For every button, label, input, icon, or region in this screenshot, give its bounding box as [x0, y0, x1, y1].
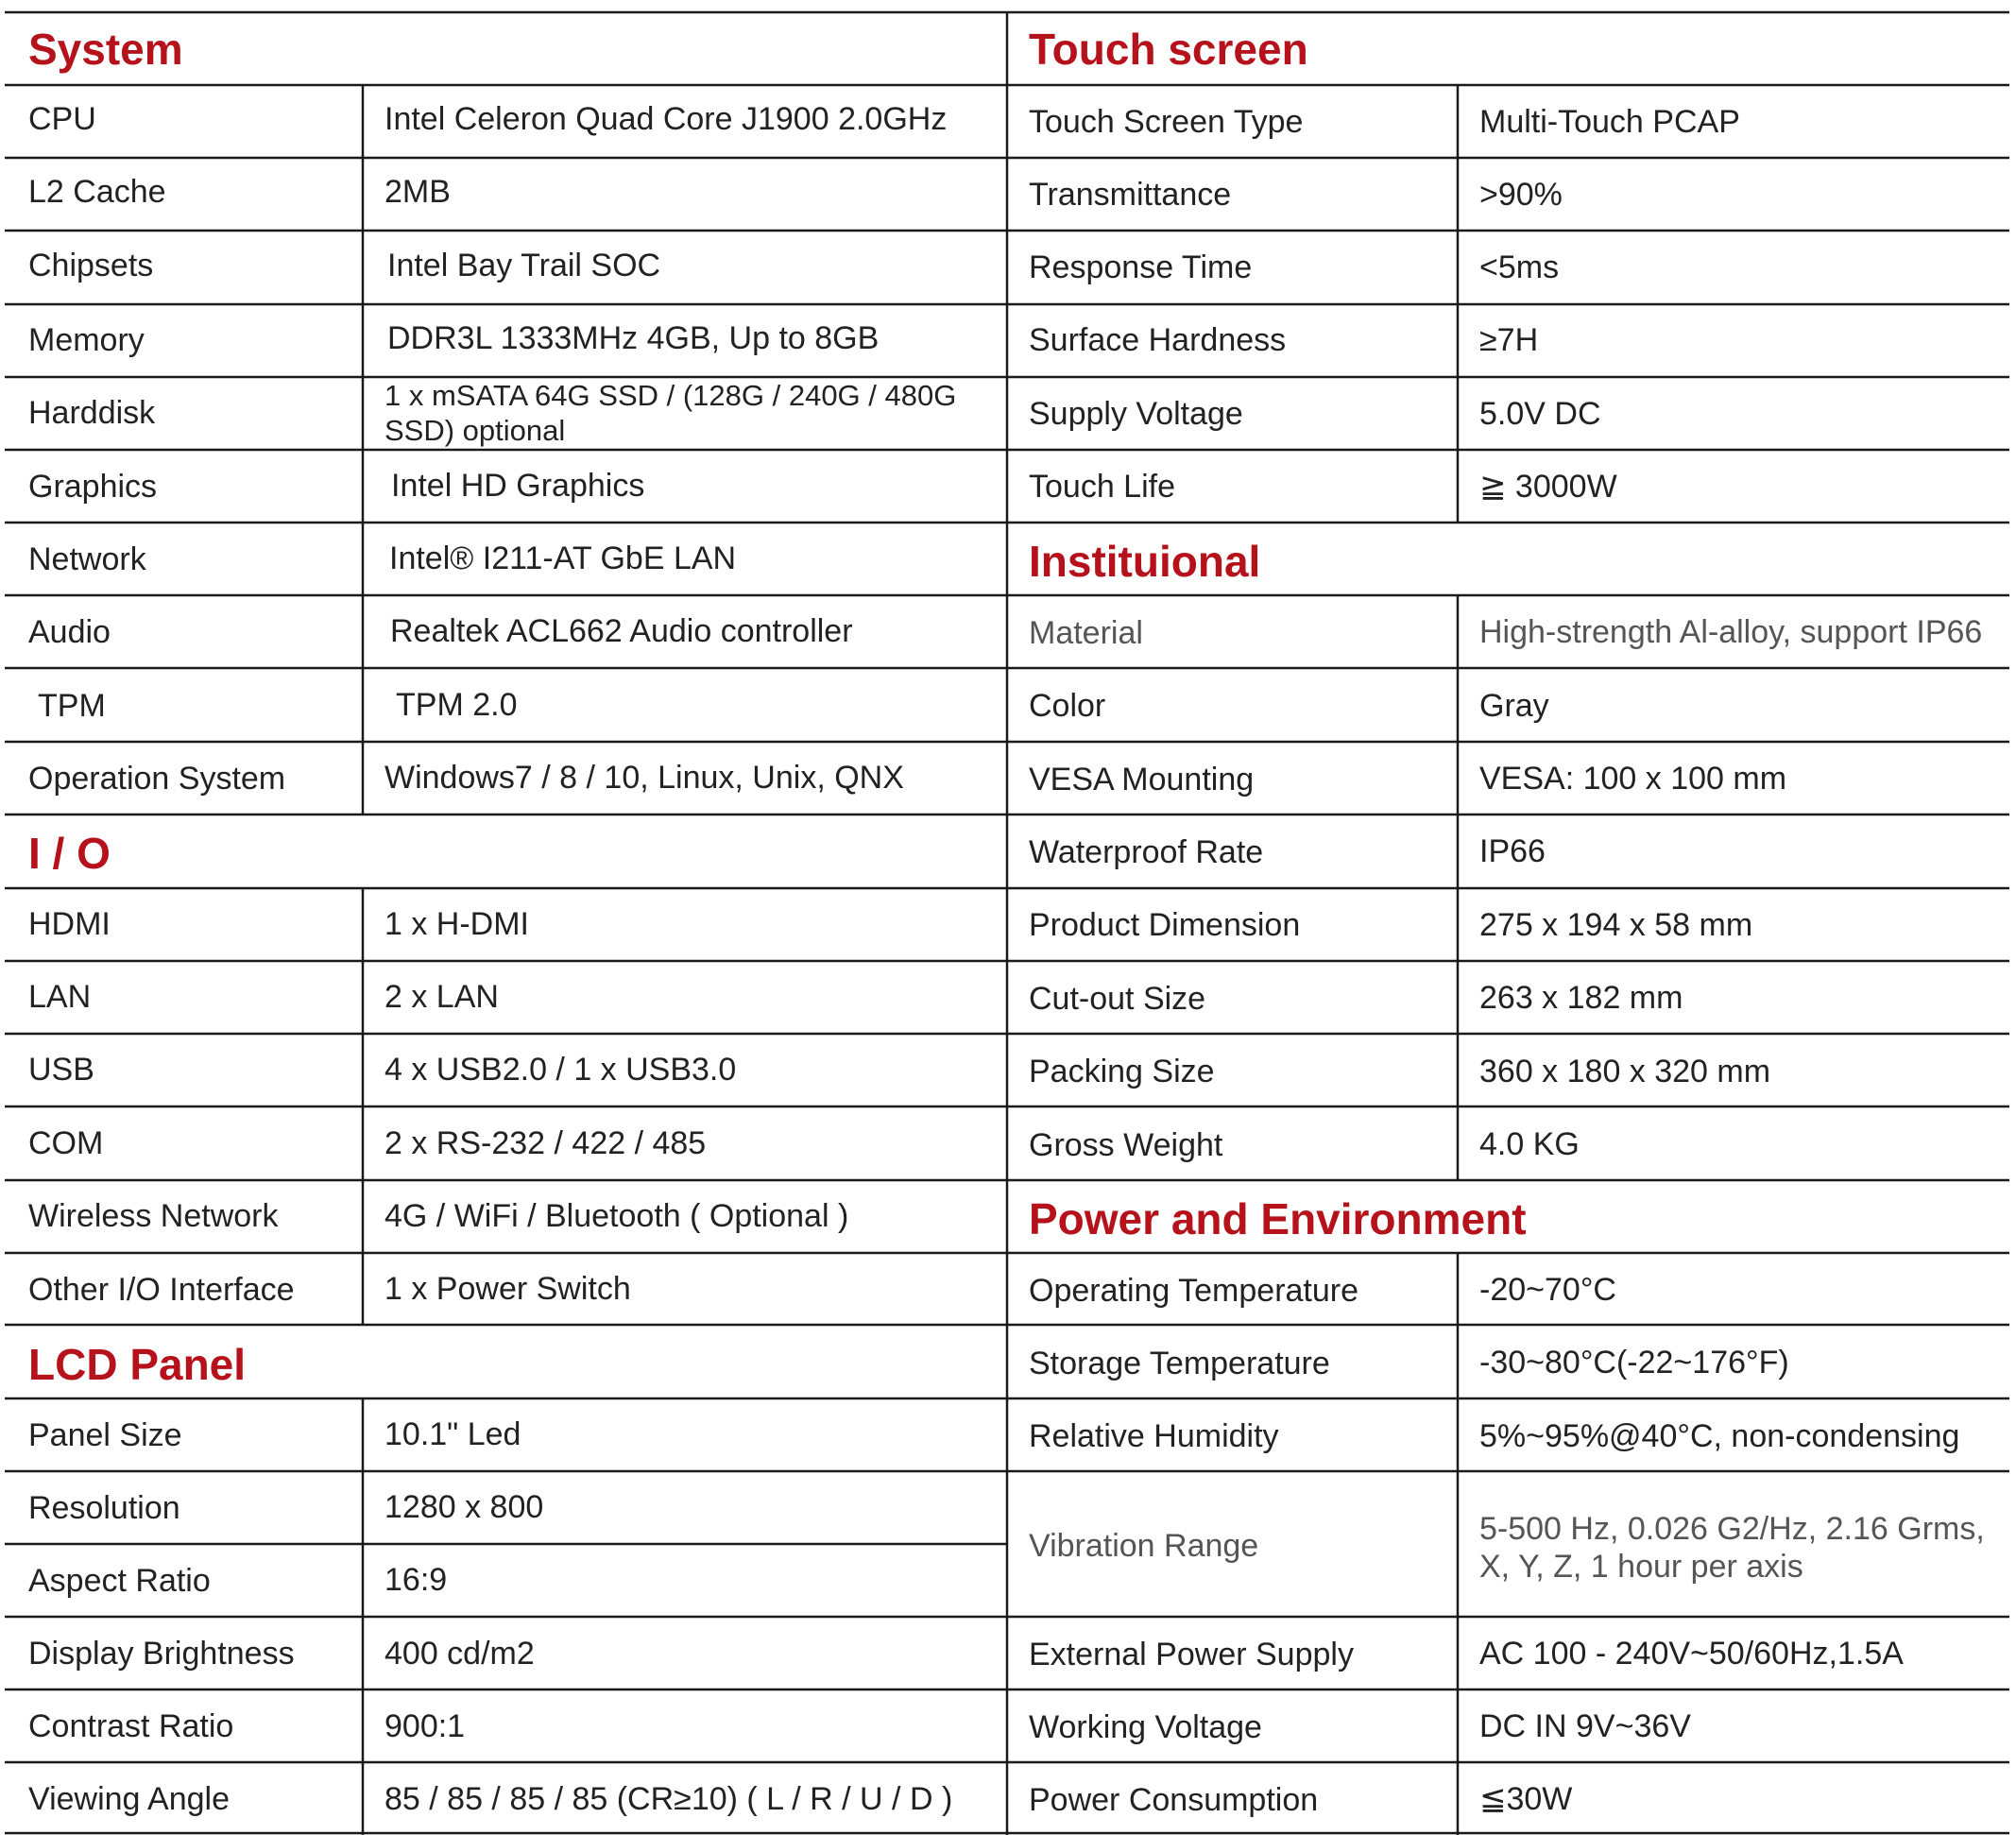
spec-value: Intel® I211-AT GbE LAN — [389, 540, 737, 576]
spec-label: TPM — [38, 688, 106, 724]
spec-label: Panel Size — [28, 1417, 182, 1453]
spec-label: Other I/O Interface — [28, 1272, 295, 1308]
spec-label: Surface Hardness — [1029, 322, 1287, 358]
spec-value: ≥7H — [1479, 322, 1539, 358]
spec-label: Supply Voltage — [1029, 396, 1243, 432]
spec-value: 2 x RS-232 / 422 / 485 — [384, 1125, 707, 1161]
spec-value: 10.1" Led — [384, 1416, 521, 1452]
spec-label: Wireless Network — [28, 1198, 279, 1234]
spec-value: 85 / 85 / 85 / 85 (CR≥10) ( L / R / U / D ) — [384, 1781, 953, 1817]
spec-value: -30~80°C(-22~176°F) — [1479, 1345, 1789, 1381]
spec-label: Audio — [28, 614, 111, 650]
spec-value: 5.0V DC — [1479, 396, 1601, 432]
section-title-institutional: Instituional — [1029, 537, 1261, 586]
spec-label: Aspect Ratio — [28, 1563, 211, 1599]
spec-value: AC 100 - 240V~50/60Hz,1.5A — [1479, 1636, 1904, 1672]
spec-value: <5ms — [1479, 249, 1560, 285]
spec-value: 16:9 — [384, 1562, 448, 1598]
spec-value: 275 x 194 x 58 mm — [1479, 907, 1753, 943]
spec-value: 4G / WiFi / Bluetooth ( Optional ) — [384, 1198, 849, 1234]
spec-value: Realtek ACL662 Audio controller — [390, 613, 853, 649]
spec-label: Resolution — [28, 1490, 180, 1526]
spec-label: Material — [1029, 615, 1143, 651]
spec-label: Response Time — [1029, 249, 1253, 285]
spec-label: Graphics — [28, 469, 158, 505]
spec-value: Multi-Touch PCAP — [1479, 104, 1740, 140]
spec-label: Contrast Ratio — [28, 1708, 234, 1744]
spec-label: Power Consumption — [1029, 1782, 1319, 1818]
spec-value: DDR3L 1333MHz 4GB, Up to 8GB — [387, 320, 880, 356]
spec-value: 263 x 182 mm — [1479, 980, 1683, 1016]
spec-value: 4 x USB2.0 / 1 x USB3.0 — [384, 1052, 737, 1088]
spec-value: 2MB — [384, 174, 451, 210]
section-title-power-environment: Power and Environment — [1029, 1194, 1527, 1243]
spec-label: L2 Cache — [28, 174, 166, 210]
spec-label: Operating Temperature — [1029, 1273, 1359, 1309]
spec-value: Intel Celeron Quad Core J1900 2.0GHz — [384, 101, 948, 137]
spec-value: 1 x Power Switch — [384, 1271, 631, 1307]
spec-value: VESA: 100 x 100 mm — [1479, 761, 1787, 797]
spec-value: 1 x mSATA 64G SSD / (128G / 240G / 480G SSD) optional — [384, 379, 957, 447]
spec-value: 1280 x 800 — [384, 1489, 544, 1525]
spec-value: ≦30W — [1479, 1781, 1573, 1817]
spec-label: COM — [28, 1125, 104, 1161]
spec-label: Working Voltage — [1029, 1709, 1262, 1745]
spec-label: Product Dimension — [1029, 907, 1301, 943]
spec-label: Chipsets — [28, 248, 154, 283]
section-title-system: System — [28, 25, 183, 74]
spec-label: External Power Supply — [1029, 1637, 1354, 1672]
spec-label: Harddisk — [28, 395, 156, 431]
spec-label: Relative Humidity — [1029, 1418, 1279, 1454]
spec-label: Packing Size — [1029, 1054, 1215, 1089]
spec-value: 900:1 — [384, 1708, 466, 1744]
spec-label: Vibration Range — [1029, 1528, 1259, 1564]
spec-value: 4.0 KG — [1479, 1126, 1580, 1162]
spec-value: 360 x 180 x 320 mm — [1479, 1054, 1771, 1089]
spec-value: Intel HD Graphics — [391, 468, 645, 504]
spec-label: USB — [28, 1052, 94, 1088]
spec-label: Display Brightness — [28, 1636, 295, 1672]
spec-label: Color — [1029, 688, 1106, 724]
spec-label: Gross Weight — [1029, 1127, 1223, 1163]
spec-value: IP66 — [1479, 833, 1546, 869]
section-title-touch-screen: Touch screen — [1029, 25, 1308, 74]
section-title-io: I / O — [28, 829, 111, 878]
spec-value: 1 x H-DMI — [384, 906, 529, 942]
spec-value: Windows7 / 8 / 10, Linux, Unix, QNX — [384, 760, 904, 796]
spec-label: Touch Screen Type — [1029, 104, 1304, 140]
spec-value: Intel Bay Trail SOC — [387, 248, 661, 283]
spec-label: Transmittance — [1029, 177, 1232, 213]
spec-label: LAN — [28, 979, 92, 1015]
spec-label: CPU — [28, 101, 96, 137]
spec-value: 5%~95%@40°C, non-condensing — [1479, 1418, 1960, 1454]
spec-value: >90% — [1479, 177, 1563, 213]
spec-label: Operation System — [28, 761, 286, 797]
spec-label: Storage Temperature — [1029, 1346, 1330, 1381]
spec-value: 400 cd/m2 — [384, 1636, 535, 1672]
spec-label: Touch Life — [1029, 469, 1175, 505]
spec-value: 2 x LAN — [384, 979, 499, 1015]
spec-label: Waterproof Rate — [1029, 834, 1264, 870]
spec-value: Gray — [1479, 688, 1549, 724]
spec-value: TPM 2.0 — [396, 687, 518, 723]
spec-value: DC IN 9V~36V — [1479, 1708, 1691, 1744]
spec-value: -20~70°C — [1479, 1272, 1616, 1308]
spec-label: Cut-out Size — [1029, 981, 1206, 1017]
spec-label: Network — [28, 541, 146, 577]
spec-value: ≧ 3000W — [1479, 469, 1617, 505]
spec-label: Memory — [28, 322, 145, 358]
spec-value: High-strength Al-alloy, support IP66 — [1479, 614, 1983, 650]
spec-value: 5-500 Hz, 0.026 G2/Hz, 2.16 Grms, X, Y, Z, 1 hour per axis — [1479, 1511, 1985, 1585]
spec-label: VESA Mounting — [1029, 762, 1255, 797]
spec-label: Viewing Angle — [28, 1781, 230, 1817]
section-title-lcd-panel: LCD Panel — [28, 1340, 247, 1389]
spec-label: HDMI — [28, 906, 111, 942]
